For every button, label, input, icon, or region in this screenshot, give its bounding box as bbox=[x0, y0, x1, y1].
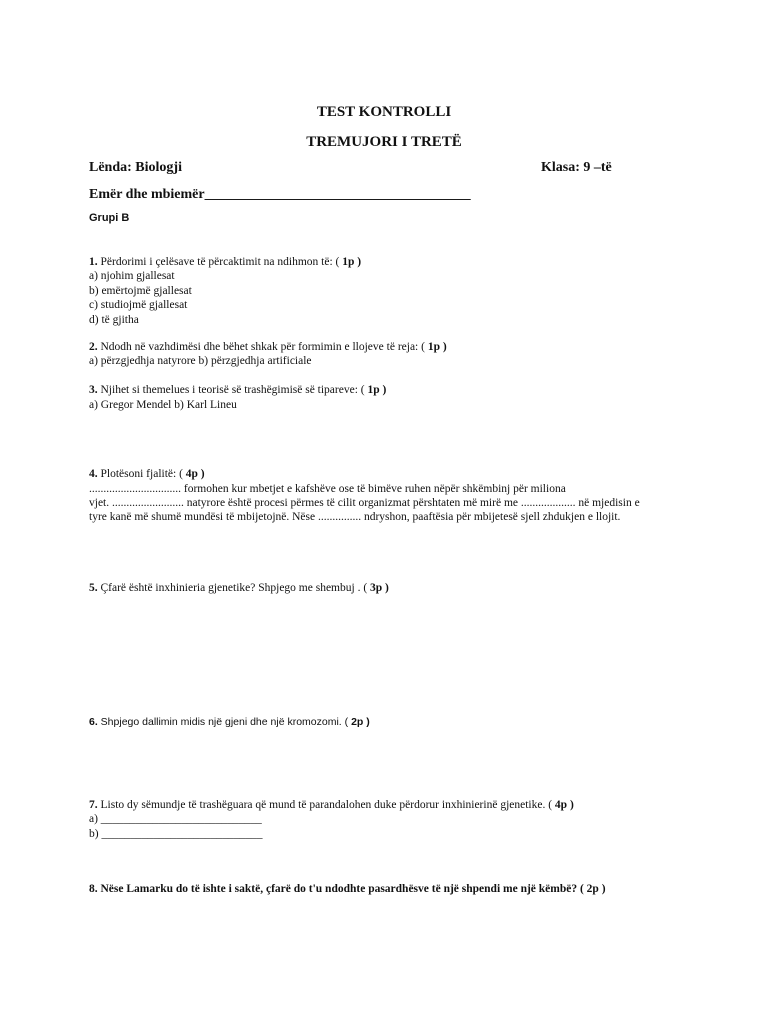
question-number: 2. bbox=[89, 341, 98, 353]
q4-line-3: tyre kanë më shumë mundësi të mbijetojnë. Nëse ............... ndryshon, paaftësia për mbijetesë sjell zhdukjen e llojit. bbox=[89, 511, 621, 523]
page-title: TEST KONTROLLI bbox=[316, 104, 452, 120]
q1-option-b: b) emërtojmë gjallesat bbox=[89, 285, 192, 297]
question-1 bbox=[89, 255, 361, 270]
group-label: Grupi B bbox=[89, 212, 130, 224]
question-4 bbox=[89, 467, 205, 482]
q4-line-1: ................................ formohen kur mbetjet e kafshëve ose të bimëve ruhen nëpër shkëmbinj për miliona bbox=[89, 483, 566, 495]
question-text: Çfarë është inxhinieria gjenetike? Shpjego me shembuj . ( bbox=[97, 582, 371, 594]
question-7 bbox=[89, 798, 574, 813]
q3-options: a) Gregor Mendel b) Karl Lineu bbox=[89, 399, 237, 411]
question-5 bbox=[89, 581, 389, 596]
q1-option-d: d) të gjitha bbox=[89, 314, 139, 326]
question-text: Njihet si themelues i teorisë së trashëgimisë së tipareve: ( bbox=[97, 384, 368, 396]
question-number: 7. bbox=[89, 799, 98, 811]
question-text: Shpjego dallimin midis një gjeni dhe një kromozomi. ( bbox=[97, 716, 352, 728]
question-6 bbox=[89, 716, 370, 728]
question-points: 1p ) bbox=[342, 256, 362, 268]
q1-option-c: c) studiojmë gjallesat bbox=[89, 299, 188, 311]
question-number: 6. bbox=[89, 716, 98, 728]
subject-label: Lënda: Biologji bbox=[89, 160, 182, 175]
q7-answer-b: b) ____________________________ bbox=[89, 828, 263, 840]
q2-options: a) përzgjedhja natyrore b) përzgjedhja artificiale bbox=[89, 355, 312, 367]
question-text: Ndodh në vazhdimësi dhe bëhet shkak për formimin e llojeve të reja: ( bbox=[97, 341, 428, 353]
question-number: 5. bbox=[89, 582, 98, 594]
question-text: Listo dy sëmundje të trashëguara që mund të parandalohen duke përdorur inxhinierinë gjenetike. ( bbox=[97, 799, 555, 811]
class-label: Klasa: 9 –të bbox=[541, 160, 612, 175]
question-text: Plotësoni fjalitë: ( bbox=[97, 468, 186, 480]
question-points: 4p ) bbox=[554, 799, 574, 811]
name-field: Emër dhe mbiemër______________________________________ bbox=[89, 187, 471, 202]
question-number: 1. bbox=[89, 256, 98, 268]
q1-option-a: a) njohim gjallesat bbox=[89, 270, 175, 282]
q7-answer-a: a) ____________________________ bbox=[89, 813, 262, 825]
question-points: 3p ) bbox=[370, 582, 389, 594]
question-points: 4p ) bbox=[185, 468, 205, 480]
question-points: 1p ) bbox=[367, 384, 387, 396]
question-number: 4. bbox=[89, 468, 98, 480]
question-points: 2p ) bbox=[351, 716, 370, 728]
page-subtitle: TREMUJORI I TRETË bbox=[306, 134, 462, 150]
question-8: 8. Nëse Lamarku do të ishte i saktë, çfarë do t'u ndodhte pasardhësve të një shpendi me një këmbë? ( 2p ) bbox=[89, 883, 606, 895]
question-2 bbox=[89, 340, 447, 355]
q4-line-2: vjet. ......................... natyrore është procesi përmes të cilit organizmat përshtaten më mirë me ................... në mjedisin e bbox=[89, 497, 640, 509]
question-points: 1p ) bbox=[427, 341, 447, 353]
question-3 bbox=[89, 383, 386, 398]
question-text: Përdorimi i çelësave të përcaktimit na ndihmon të: ( bbox=[97, 256, 343, 268]
question-number: 3. bbox=[89, 384, 98, 396]
